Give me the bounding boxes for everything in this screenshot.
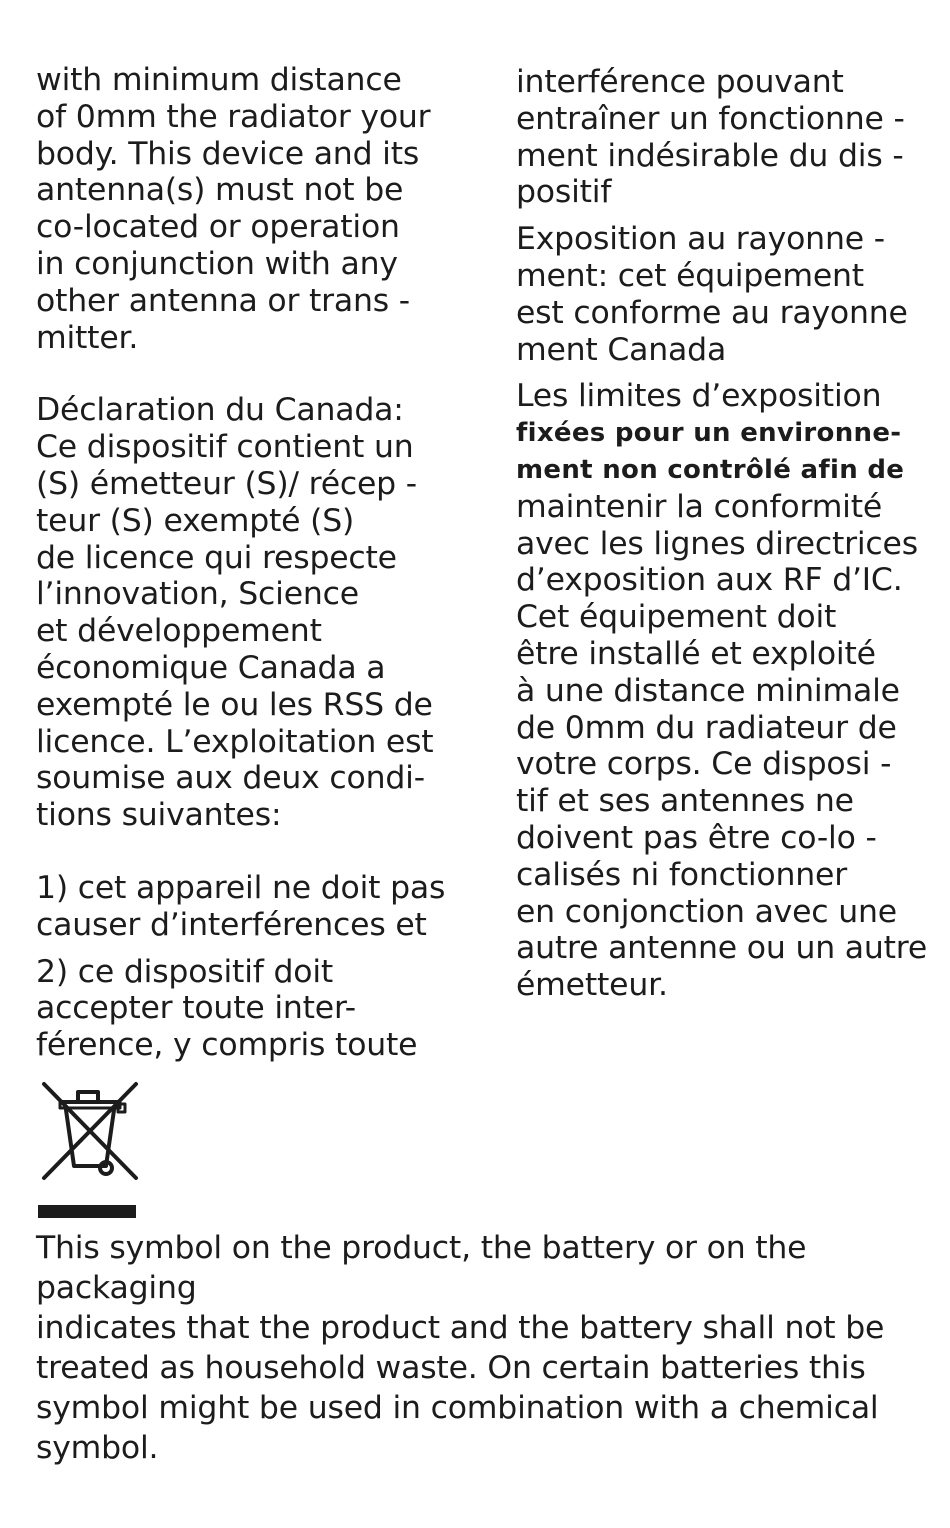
- text-line: positif: [516, 174, 612, 211]
- text-line: of 0mm the radiator your: [36, 98, 431, 135]
- right-column: [516, 64, 927, 1004]
- text-line: antenna(s) must not be: [36, 172, 404, 209]
- paragraph-condition-1: [36, 870, 445, 944]
- text-line: en conjonction avec une: [516, 893, 897, 930]
- text-line: treated as household waste. On certain batteries this: [36, 1350, 866, 1386]
- text-line: teur (S) exempté (S): [36, 502, 355, 539]
- weee-underline-bar: [38, 1205, 136, 1218]
- text-line: férence, y compris toute: [36, 1027, 418, 1064]
- text-line: exempté le ou les RSS de: [36, 686, 433, 723]
- paragraph-condition-2: [36, 954, 445, 1064]
- text-line: indicates that the product and the battery shall not be: [36, 1310, 885, 1346]
- text-line: accepter toute inter-: [36, 990, 356, 1027]
- text-line: être installé et exploité: [516, 635, 876, 672]
- text-line: est conforme au rayonne: [516, 294, 908, 331]
- text-line: l’innovation, Science: [36, 576, 359, 613]
- text-line: autre antenne ou un autre: [516, 930, 928, 967]
- text-line: with minimum distance: [36, 62, 402, 98]
- text-line: licence. L’exploitation est: [36, 723, 434, 760]
- text-line: entraîner un fonctionne -: [516, 100, 905, 137]
- text-line: ment non contrôlé afin de: [516, 454, 905, 485]
- text-line: de 0mm du radiateur de: [516, 709, 897, 746]
- text-line: interférence pouvant: [516, 64, 844, 100]
- text-line: co-located or operation: [36, 209, 400, 246]
- text-line: de licence qui respecte: [36, 539, 397, 576]
- text-line: tions suivantes:: [36, 797, 282, 834]
- text-line: 2) ce dispositif doit: [36, 953, 334, 990]
- text-line: fixées pour un environne-: [516, 418, 902, 449]
- text-line: Déclaration du Canada:: [36, 392, 404, 429]
- text-line: votre corps. Ce disposi -: [516, 746, 892, 783]
- text-line: This symbol on the product, the battery or on the: [36, 1230, 807, 1266]
- text-line: ment indésirable du dis -: [516, 137, 904, 174]
- text-line: Cet équipement doit: [516, 599, 837, 636]
- text-line: packaging: [36, 1270, 197, 1306]
- text-line: Les limites d’exposition: [516, 378, 882, 415]
- paragraph-canada-declaration: [36, 392, 445, 834]
- text-line: other antenna or trans -: [36, 282, 410, 319]
- text-line: tif et ses antennes ne: [516, 783, 854, 820]
- text-line: symbol might be used in combination with a chemical: [36, 1390, 879, 1426]
- text-line: soumise aux deux condi-: [36, 760, 425, 797]
- text-line: Exposition au rayonne -: [516, 221, 885, 258]
- text-line: calisés ni fonctionner: [516, 856, 847, 893]
- text-line: maintenir la conformité: [516, 488, 883, 525]
- text-line: in conjunction with any: [36, 245, 398, 282]
- text-line: mitter.: [36, 319, 139, 356]
- crossed-out-wheelie-bin-icon: [38, 1078, 142, 1186]
- left-column: [36, 62, 445, 1064]
- paragraph-radiation-distance: [36, 62, 445, 356]
- paragraph-exposure: [516, 221, 927, 368]
- text-line: Ce dispositif contient un: [36, 429, 414, 466]
- text-line: économique Canada a: [36, 649, 386, 686]
- text-line: causer d’interférences et: [36, 906, 427, 943]
- text-line: d’exposition aux RF d’IC.: [516, 562, 903, 599]
- text-line: (S) émetteur (S)/ récep -: [36, 465, 417, 502]
- weee-disposal-text: [36, 1228, 936, 1468]
- text-line: et développement: [36, 613, 322, 650]
- text-line: doivent pas être co-lo -: [516, 819, 877, 856]
- text-line: 1) cet appareil ne doit pas: [36, 869, 446, 906]
- text-line: ment: cet équipement: [516, 257, 864, 294]
- text-line: à une distance minimale: [516, 672, 900, 709]
- text-line: émetteur.: [516, 967, 668, 1004]
- paragraph-exposure-limits: [516, 378, 927, 1004]
- text-line: ment Canada: [516, 331, 727, 368]
- text-line: symbol.: [36, 1430, 159, 1466]
- paragraph-interference: [516, 64, 927, 211]
- text-line: avec les lignes directrices: [516, 525, 918, 562]
- text-line: body. This device and its: [36, 135, 420, 172]
